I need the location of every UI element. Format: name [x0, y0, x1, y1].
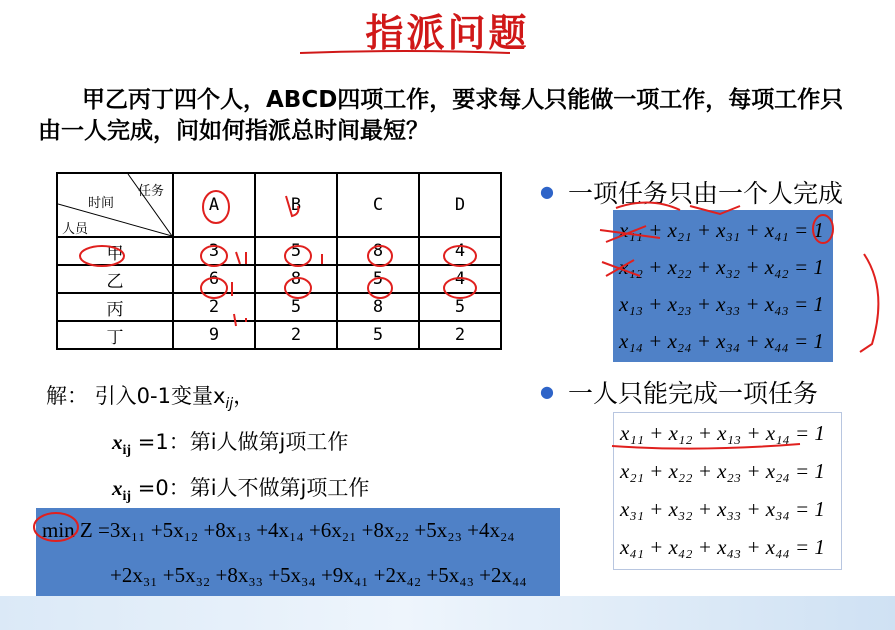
- constraint-equation: x₁₃ + x₂₃ + x₃₃ + x₄₃ = 1: [619, 292, 824, 316]
- constraint-equation: x₁₄ + x₂₄ + x₃₄ + x₄₄ = 1: [619, 329, 824, 353]
- header-task: 任务: [137, 184, 164, 199]
- bottom-decoration-band: [0, 596, 895, 630]
- subscript: ij: [122, 489, 132, 505]
- bullet-dot-icon: ●: [540, 382, 554, 401]
- table-row: [57, 293, 501, 321]
- header-person: 人员: [62, 222, 89, 237]
- objective-line-1: min Z =3x₁₁ +5x₁₂ +8x₁₃ +4x₁₄ +6x₂₁ +8x₂₂ +5x₂₃ +4x₂₄: [42, 518, 515, 542]
- column-header-a: A: [173, 173, 255, 237]
- subscript: ij: [225, 396, 234, 413]
- bullet-task-constraint: [540, 174, 843, 210]
- table-cell: 4: [419, 237, 501, 265]
- table-cell: 8: [337, 293, 419, 321]
- objective-line-2: +2x₃₁ +5x₃₂ +8x₃₃ +5x₃₄ +9x₄₁ +2x₄₂ +5x₄₃ +2x₄₄: [110, 563, 527, 587]
- variable: x: [112, 476, 123, 500]
- column-header-c: C: [337, 173, 419, 237]
- constraint-equation: x₁₁ + x₁₂ + x₁₃ + x₁₄ = 1: [620, 421, 825, 445]
- slide-title: 指派问题: [365, 11, 530, 55]
- constraint-equation: x₄₁ + x₄₂ + x₄₃ + x₄₄ = 1: [620, 535, 825, 559]
- constraint-equation: x₁₁ + x₂₁ + x₃₁ + x₄₁ = 1: [619, 218, 824, 242]
- table-cell: 5: [419, 293, 501, 321]
- constraint-equation: x₂₁ + x₂₂ + x₂₃ + x₂₄ = 1: [620, 459, 825, 483]
- solution-intro: [46, 380, 254, 412]
- table-cell: 2: [419, 321, 501, 349]
- table-cell: 2: [173, 293, 255, 321]
- table-cell: 2: [255, 321, 337, 349]
- constraint-equation: x₃₁ + x₃₂ + x₃₃ + x₃₄ = 1: [620, 497, 825, 521]
- variable: x: [112, 430, 123, 454]
- table-corner-header: [57, 173, 173, 237]
- table-cell: 6: [173, 265, 255, 293]
- table-cell: 3: [173, 237, 255, 265]
- table-cell: 5: [255, 293, 337, 321]
- header-time: 时间: [88, 196, 115, 211]
- objective-function-box: [36, 508, 560, 598]
- table-row: [57, 321, 501, 349]
- solution-line-text: =1：第i人做第j项工作: [131, 430, 349, 454]
- table-cell: 8: [337, 237, 419, 265]
- table-cell: 5: [337, 321, 419, 349]
- bullet-person-constraint: [540, 374, 818, 410]
- row-label: 丙: [57, 293, 173, 321]
- assignment-table: [56, 172, 502, 350]
- solution-line-1: [112, 426, 348, 459]
- solution-line-text: =0：第i人不做第j项工作: [131, 476, 370, 500]
- constraint-equation: x₁₂ + x₂₂ + x₃₂ + x₄₂ = 1: [619, 255, 824, 279]
- row-label: 丁: [57, 321, 173, 349]
- solution-intro-text: 解： 引入0-1变量x: [46, 384, 226, 408]
- bullet-dot-icon: ●: [540, 182, 554, 201]
- table-cell: 5: [255, 237, 337, 265]
- task-constraints-box: [613, 210, 833, 362]
- row-label: 乙: [57, 265, 173, 293]
- person-constraints-box: [613, 412, 842, 570]
- table-row: [57, 265, 501, 293]
- table-cell: 8: [255, 265, 337, 293]
- title-underline: [300, 50, 510, 56]
- row-label: 甲: [57, 237, 173, 265]
- problem-statement: 甲乙丙丁四个人，ABCD四项工作，要求每人只能做一项工作，每项工作只由一人完成，问如何指派总时间最短？: [38, 87, 844, 144]
- column-header-b: B: [255, 173, 337, 237]
- table-cell: 9: [173, 321, 255, 349]
- subscript: ij: [122, 443, 132, 459]
- column-header-d: D: [419, 173, 501, 237]
- table-row: [57, 237, 501, 265]
- solution-intro-end: ，: [233, 384, 255, 408]
- solution-line-2: [112, 472, 369, 505]
- table-cell: 5: [337, 265, 419, 293]
- bullet-text: 一项任务只由一个人完成: [567, 179, 843, 208]
- table-cell: 4: [419, 265, 501, 293]
- bullet-text: 一人只能完成一项任务: [567, 379, 818, 408]
